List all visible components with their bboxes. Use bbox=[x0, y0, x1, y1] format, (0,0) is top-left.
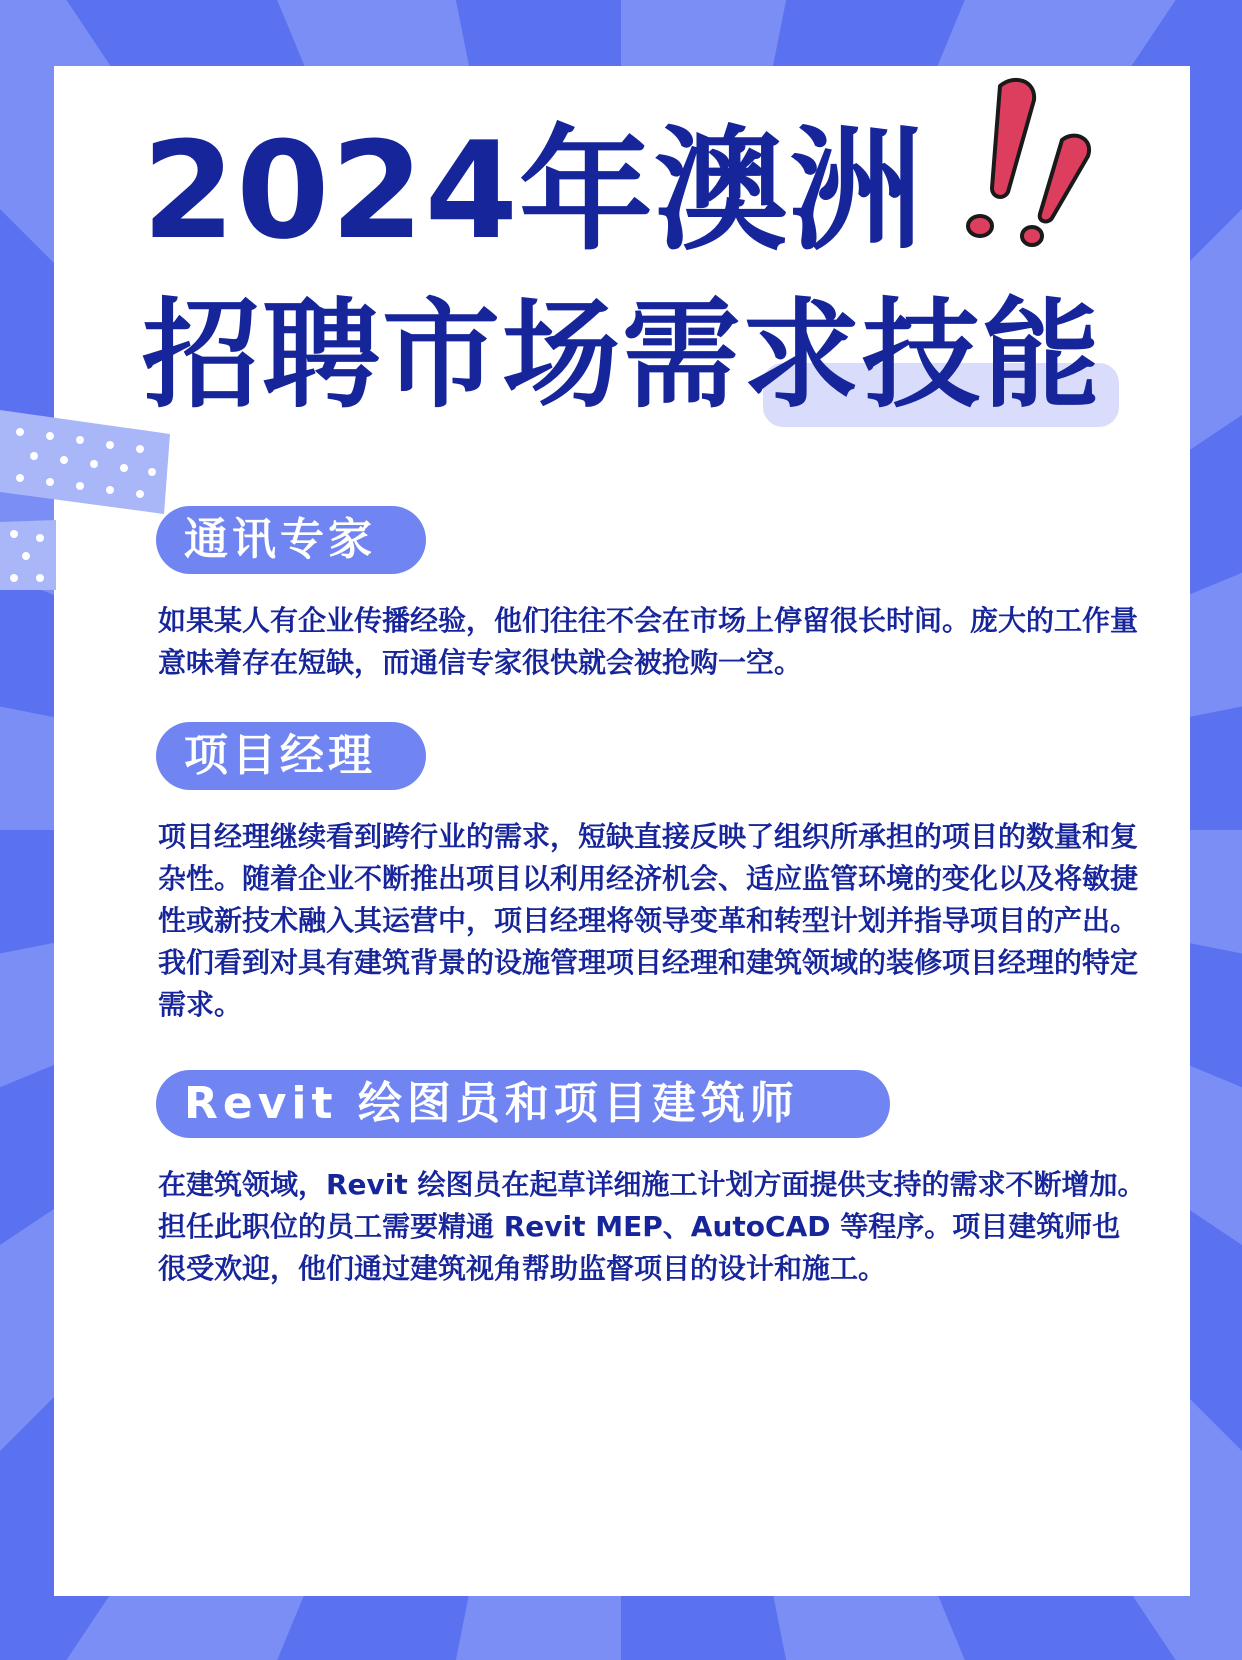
section-heading-project-manager: 项目经理 bbox=[156, 722, 426, 790]
section-body-communications: 如果某人有企业传播经验，他们往往不会在市场上停留很长时间。庞大的工作量意味着存在短缺，而通信专家很快就会被抢购一空。 bbox=[158, 604, 1139, 679]
exclamation-marks-icon bbox=[958, 72, 1108, 252]
section-body-revit: 在建筑领域，Revit 绘图员在起草详细施工计划方面提供支持的需求不断增加。担任此职位的员工需要精通 Revit MEP、AutoCAD 等程序。项目建筑师也很受欢迎，他们通过建筑视角帮助监督项目的设计和施工。 bbox=[158, 1168, 1146, 1285]
section-heading-revit: Revit 绘图员和项目建筑师 bbox=[156, 1070, 890, 1138]
content-card bbox=[54, 66, 1190, 1596]
section-body-project-manager: 项目经理继续看到跨行业的需求，短缺直接反映了组织所承担的项目的数量和复杂性。随着企业不断推出项目以利用经济机会、适应监管环境的变化以及将敏捷性或新技术融入其运营中，项目经理将领导变革和转型计划并指导项目的产出。我们看到对具有建筑背景的设施管理项目经理和建筑领域的装修项目经理的特定需求。 bbox=[158, 820, 1139, 1021]
section-heading-communications: 通讯专家 bbox=[156, 506, 426, 574]
page-title-line-1: 2024年澳洲 bbox=[142, 113, 924, 269]
dotted-tape-decoration bbox=[0, 410, 170, 590]
page-title-line-2: 招聘市场需求技能 bbox=[142, 286, 1103, 424]
